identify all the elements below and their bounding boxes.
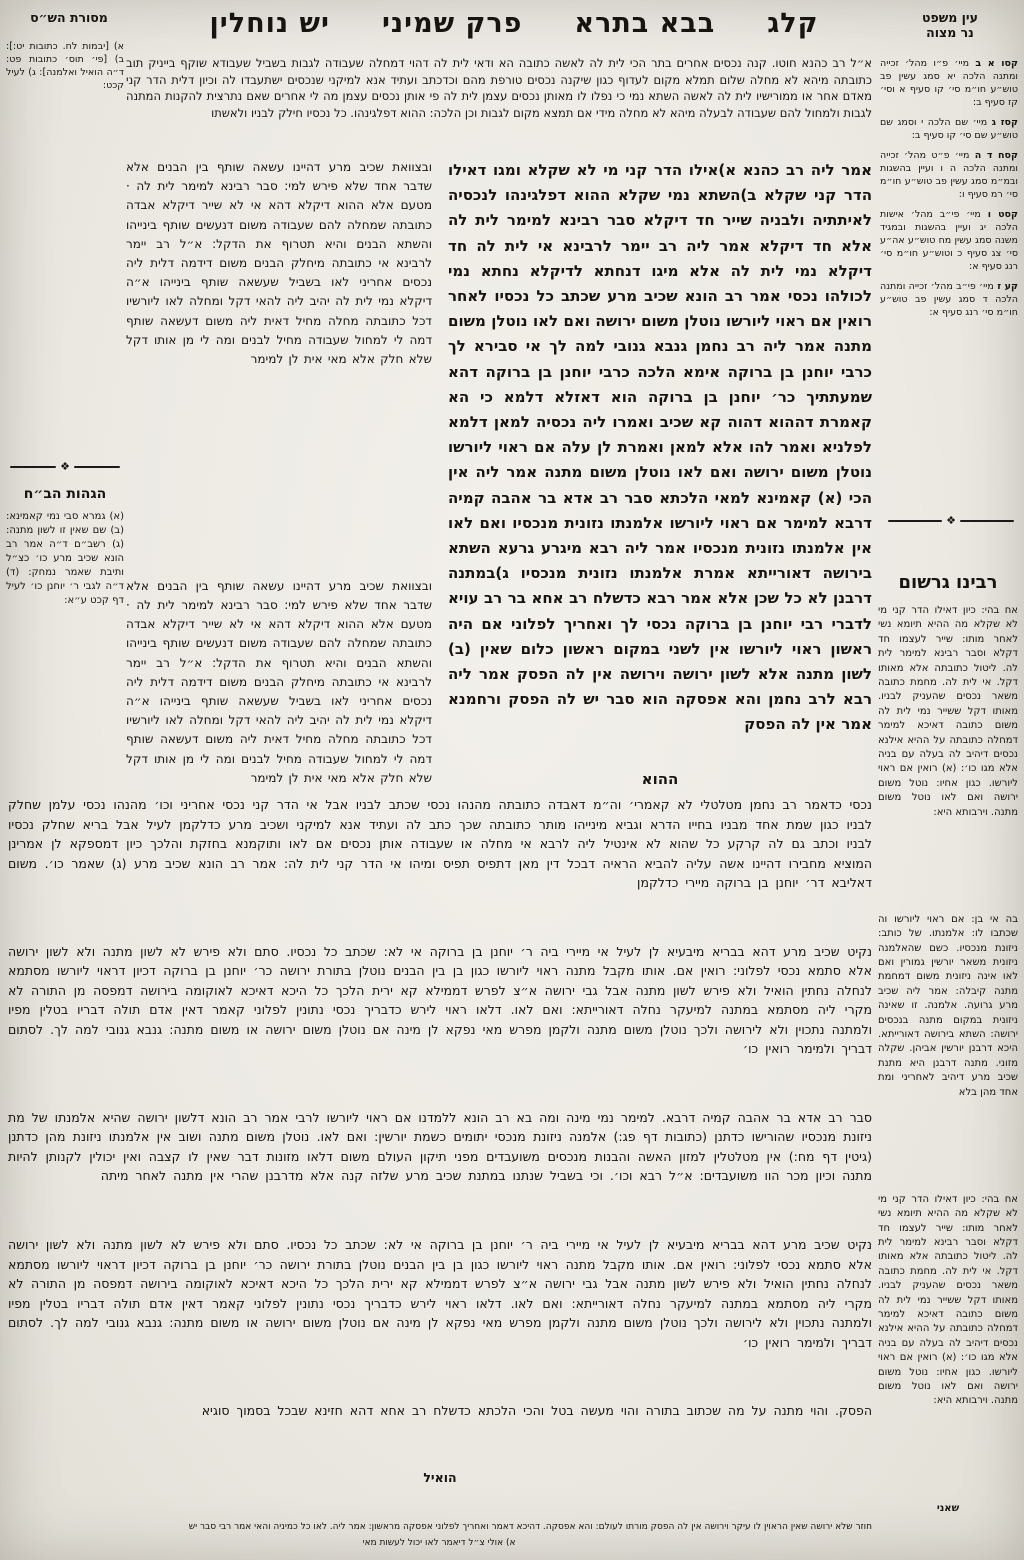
- rashbam-lower-paragraph: נכסי כדאמר רב נחמן מטלטלי לא קאמרי׳ וה״מ דאבדה כתובתה מהנהו נכסי שכתב לבניו אבל אי הדר קני נכסי אחריני וכו׳ מהנהו נכסי עלמן שחלק לבניו כגון שמת אחד מבניו בחייו הדרא וגביא מינייהו מותר כתובתה שכך כתב לה ועתיד אנא למיקני ושכיב מרע כדלקמן לעיל אבל בריא שחלק נכסיו לבניו וכתב גם לה קרקע כל שהוא לא אינטיל ליה לרבא אי מחלה או שעבודה אותן נכסים אם לאו ותוקמנא בחזקת והלכך כיון דמספקא לן אמרינן המוציא מחבירו דהיינו אשה עליה להביא הראיה דבכל דין מאן דתפיס תפיס ומיהו אי הדר קני לית לה: אמר רב הונא שכיב מרע (ג) שאמר כו׳. משום דאליבא דר׳ יוחנן בן ברוקה מיירי כדלקמן: [8, 797, 872, 890]
- entry-number: קע ז: [997, 281, 1018, 292]
- rashbam-lower-block: [8, 795, 872, 1485]
- chapter-name: יש נוחלין: [209, 8, 330, 39]
- divider-ornament-right: [10, 462, 120, 472]
- ein-mishpat-title-line2: נר מצוה: [926, 25, 974, 40]
- bottom-footnote-text: א) אולי צ״ל דיאמר לאו יכול לעשות מאי: [362, 1538, 516, 1548]
- entry-text: מיי׳ פי״ב מהל׳ אישות הלכה יג ועיין בהשגות ובמגיד משנה סמג עשין מח טוש״ע אה״ע סי׳ צג סעיף כ וטוש״ע חו״מ סי׳ רנג סעיף א:: [880, 209, 1018, 272]
- page-header: [164, 8, 864, 39]
- bach-title: [6, 486, 124, 502]
- gemara-text: אמר ליה רב כהנא א)אילו הדר קני מי לא שקלא ומגו דאילו הדר קני שקלא ב)השתא נמי שקלא ההוא דפלגינהו לנכסיה לאיתתיה ולבניה שייר חד דיקלא סבר רבינא למימר לית לה אלא חד דיקלא אמר ליה רב יימר לרבינא אי לית לה חד דיקלא נמי לית לה אלא מיגו דנחתא לדיקלא נחתא נמי לכולהו נכסי אמר רב הונא שכיב מרע שכתב כל נכסיו לאחר רואין אם ראוי ליורשו נוטלן משום ירושה ואם לאו נוטלן משום מתנה אמר ליה רב נחמן גנבא גנובי למה לך אי סבירא לך כרבי יוחנן בן ברוקה אימא הלכה כרבי יוחנן בן ברוקה דהא שמעתתיך כר׳ יוחנן בן ברוקה הוא דאזלא דלמא כי הא קאמרת דההוא דהוה קא שכיב ואמרו ליה נכסיה למאן דלמא לפלניא ואמר להו אלא למאן ואמרת לן עלה אם ראוי ליורשו נוטלן משום ירושה ואם לאו נוטלן משום מתנה אמר ליה אין הכי (א) קאמינא למאי הלכתא סבר רב אדא בר אהבה קמיה דרבא למימר אם ראוי ליורשו אלמנתו נזונית מנכסיו ואם לאו אין אלמנתו נזונית מנכסיו אמר ליה רבא מיגרע גרעא השתא בירושה דאורייתא אמרת אלמנתו נזונית מנכסיו ג)במתנה דרבנן לא כל שכן אלא אמר רבא כדשלח רב אחא בר רב עויא לדברי רבי יוחנן בן ברוקה נכסי לך ואחריך לפלוני אם היה ראשון ראוי ליורשו אין לשני במקום ראשון כלום שאין (ב) לשון מתנה אלא לשון ירושה וירושה אין לה הפסק אמר ליה רבא לרב נחמן והא אפסקה הוא סבר יש לה הפסק ורחמנא אמר אין לה הפסק: [448, 161, 872, 734]
- bach-notes-text: (א) גמרא סבי נמי קאמינא: (ב) שם שאין זו לשון מתנה: (ג) רשב״ם ד״ה אמר רב הונא שכיב מרע כו׳ כצ״ל ותיבת שאמר נמחק: (ד) ד״ה לגבי ר׳ יוחנן כו׳ לעיל דף קכט ע״א:: [6, 511, 124, 606]
- rashbam-lower-paragraph: נקיט שכיב מרע דהא בבריא מיבעיא לן לעיל אי מיירי ביה ר׳ יוחנן בן ברוקה אי לא: שכתב כל נכסיו. סתם ולא פירש לא לשון מתנה ולא לשון ירושה אלא סתמא נכסי לפלוני: רואין אם. אותו מקבל מתנה ראוי ליורשו כגון בן בין הבנים נוטלן בתורת ירושה כר׳ יוחנן בן ברוקה דכיון דראוי ליורשו מסתמא לנחלה נחתין הואיל ולא פירש לשון מתנה אבל גבי ירושה א״צ לפרש דממילא קא ירית הלכך כל היכא דאיכא לאוקומה בירושה דמפסה מן התורה לא מקרי ליה מסתמא במתנה למיעקר נחלה דאורייתא: ואם לאו. דלאו ראוי לירש כדבריך נכסי נתונין לפלוני קאמר דאין אדם תולה דבריו בטלין מפיו ולמתנה נתכוין ולא לירושה ולכך נוטלן משום מתנה ולקמן מפרש מאי נפקא לן מינה אם נוטלן משום ירושה או משום מתנה: גנבא גנובי למה לך. לסתום דבריך ולמימר רואין כו׳: [8, 943, 872, 1057]
- folio-number: קלג: [767, 8, 819, 39]
- ein-mishpat-header: [880, 10, 1020, 40]
- divider-line: [888, 520, 942, 522]
- rashbam-top-block: [126, 55, 872, 153]
- rg-paragraph: בה אי בן: אם ראוי ליורשו וה שכתבו לו: אלמנתו. של כותב: ניזונת מנכסיו. כשם שהאלמנה ניזונית משאר יורשין גמורין ואם לאו אינה ניזונית משום דמחמת מתנה קיבלה: אמר ליה שכיב מרע גרועה. אלמנה. זו שאינה ניזונית במקום מתנה בנכסים ירושה: השתא בירושה דאורייתא. היכא דרבנן יורשין אביהן. שקלה מזוני. מתנה דרבנן היא מתנת שכיב מרע דיהיב לאחריני ומת אחד מהן בלא: [878, 913, 1018, 1098]
- perek-number: פרק שמיני: [381, 8, 523, 39]
- rashbam-side-text: ובצוואת שכיב מרע דהיינו עשאה שותף בין הבנים אלא שדבר אחד שלא פירש למי: סבר רבינא למימר לית לה · מטעם אלא ההוא דיקלא דהא אי לא שייר דיקלא אבדה כתובתה שמחלה להם שעבודה משום דנעשים שותף בינייהו והשתא הבנים והיא תטרוף את הדקל: א״ל רב יימר לרבינא אי כתובתה מיחלק הבנים משום דידמה דלית ליה נכסים אחריני לאו בשביל שעשאה שותף בינייהו א״ה דיקלא נמי לית לה יהיב ליה להאי דקל ומחלה לאו ליורשיו דכל כתובתה מחלה מחיל דאית ליה משום דעשאה שותף דמה לי למחול שעבודה מחיל לבנים ומה לי מן אותו דקל שלא חלק אלא מאי אית לן למימר: [126, 578, 432, 785]
- masoret-notes-text: א) [יבמות לח. כתובות יט:]: ב) [פי׳ תוס׳ כתובות פט: ד״ה הואיל ואלמנה]: ג) לעיל קכט:: [6, 41, 124, 91]
- divider-line: [10, 466, 56, 468]
- ein-mishpat-notes: [880, 57, 1018, 326]
- rashbam-side-block: [126, 158, 432, 788]
- ein-mishpat-entry: [880, 280, 1018, 319]
- rashbam-lower-paragraph: נקיט שכיב מרע דהא בבריא מיבעיא לן לעיל אי מיירי ביה ר׳ יוחנן בן ברוקה אי לא: שכתב כל נכסיו. סתם ולא פירש לא לשון מתנה ולא לשון ירושה אלא סתמא נכסי לפלוני: רואין אם. אותו מקבל מתנה ראוי ליורשו כגון בן בין הבנים נוטלן בתורת ירושה כר׳ יוחנן בן ברוקה דכיון דראוי ליורשו מסתמא לנחלה נחתין הואיל ולא פירש לשון מתנה אבל גבי ירושה א״צ לפרש דממילא קא ירית הלכך כל היכא דאיכא לאוקומה בירושה דמפסה מן התורה לא מקרי ליה מסתמא במתנה למיעקר נחלה דאורייתא: ואם לאו. דלאו ראוי לירש כדבריך נכסי נתונין לפלוני קאמר דאין אדם תולה דבריו בטלין מפיו ולמתנה נתכוין ולא לירושה ולכך נוטלן משום מתנה ולקמן מפרש מאי נפקא לן מינה אם נוטלן משום ירושה או משום מתנה: גנבא גנובי למה לך. לסתום דבריך ולמימר רואין כו׳: [8, 1237, 872, 1350]
- bottom-footnote-line: [6, 1538, 872, 1548]
- bach-title-text: הגהות הב״ח: [23, 486, 107, 502]
- gemara-catchword: ההוא: [641, 770, 679, 788]
- masoret-notes: [6, 40, 124, 92]
- divider-line: [960, 520, 1014, 522]
- bottom-note-line: [6, 1522, 872, 1534]
- entry-text: מיי׳ פ״ט מהל׳ זכייה ומתנה הלכה ה ו ועיין בהשגות ובמ״מ סמג עשין פב טוש״ע חו״מ סי׳ רמ סעיף ו:: [880, 150, 1018, 200]
- tractate-title: בבא בתרא: [574, 8, 716, 39]
- divider-glyph: ❖: [946, 514, 956, 527]
- rabbeinu-gershom-title-text: רבינו גרשום: [898, 572, 998, 593]
- rabbeinu-gershom-text: [878, 604, 1018, 1516]
- rashbam-lower-paragraph: הפסק. והוי מתנה על מה שכתוב בתורה והוי מעשה בטל והכי הלכתא כדשלח רב אחא דהא חזינא שבכל בסמוך סוגיא: [201, 1403, 872, 1419]
- entry-number: קסט ו: [987, 209, 1018, 220]
- masoret-hashas-title: מסורת הש״ס: [30, 10, 108, 25]
- rashbam-lower-paragraph: סבר רב אדא בר אהבה קמיה דרבא. למימר נמי מינה ומה בא רב הונא ללמדנו אם ראוי ליורשו לרבי אמר רב הונא דלשון ירושה שהיא אלמנתו של מת ניזונת מנכסיו שהורישו כדתנן (כתובות דף פג:) אלמנה ניזונת מנכסי יתומים כשמת יורשין: ואם לאו. נוטלן משום מתנה ושוב אין אלמנתו ניזונת מהן כדתנן (גיטין דף מח:) אין מטלטלין למזון האשה והבנות מנכסים משועבדים מפני תיקון העולם משום דלאו מזונות דבר שאין לו קצבה ואין יכולין לקנותן להיות מתנה וכיון מכר הוו משועבדים: א״ל רבא וכו׳. וכי בשביל שנתנו במתנת שכיב מרע שלזה קנה אלא מדרבנן שהרי אין מתנה לאחר מיתה: [8, 1109, 872, 1184]
- ein-mishpat-entry: [880, 57, 1018, 109]
- bottom-note-text: חוזר שלא ירושה שאין הראוין לו עיקר וירושה אין לה הפסק מורתו לעולם: והא אפסקה. דהיכא דאמר ואחריך לפלוני אפסקה מראשון: אמר ליה. לאו כל כמיניה והאי אמר רבי סבר יש: [188, 1522, 872, 1532]
- rg-paragraph: אח בהי: כיון דאילו הדר קני מי לא שקלא מה ההיא תיומא נשי לאחר מותו: שייר לעצמו חד דקלא וסבר רבינא למימר לית לה. ליטול כתובתה אלא מאותו דקל. אי לית לה. מחמת כתובה משאר נכסים שהעניק לבניו. מאותו דקל ששייר נמי לית לה משום כתובה דאיכא למימר דמחלה כתובתה על ההיא אילנא נכסים דיהיב לה בעלה עם בניה אלא מגו כו׳: (א) רואין אם ראוי ליורשו. כגון אחיו: נוטל משום ירושה ואם לאו נוטל משום מתנה. וירבותא היא:: [878, 1193, 1018, 1407]
- ein-mishpat-entry: [880, 208, 1018, 273]
- ein-mishpat-entry: [880, 149, 1018, 201]
- entry-number: קסז ג: [991, 117, 1018, 128]
- bach-notes: [6, 510, 124, 608]
- rg-paragraph: אח בהי: כיון דאילו הדר קני מי לא שקלא מה ההיא תיומא נשי לאחר מותו: שייר לעצמו חד דקלא וסבר רבינא למימר לית לה. ליטול כתובתה אלא מאותו דקל. אי לית לה. מחמת כתובה משאר נכסים שהעניק לבניו. מאותו דקל ששייר נמי לית לה משום כתובה דאיכא למימר דמחלה כתובתה על ההיא אילנא נכסים דיהיב לה בעלה עם בניה אלא מגו כו׳: (א) רואין אם ראוי ליורשו. כגון אחיו: נוטל משום ירושה ואם לאו נוטל משום מתנה. וירבותא היא:: [878, 605, 1018, 818]
- rabbeinu-gershom-title: [878, 572, 1018, 593]
- ein-mishpat-entry: [880, 116, 1018, 142]
- ein-mishpat-title-line1: עין משפט: [922, 10, 978, 25]
- divider-glyph: ❖: [60, 460, 70, 473]
- entry-number: קסח ד ה: [974, 150, 1018, 161]
- rg-catchword: שאני: [936, 1502, 960, 1514]
- entry-number: קסו א ב: [975, 58, 1018, 69]
- entry-text: מיי׳ פי״ב מהל׳ זכייה ומתנה הלכה ד סמג עשין פב טוש״ע חו״מ סי׳ רנג סעיף א:: [880, 281, 1018, 318]
- entry-text: מיי׳ שם הלכה י וסמג שם טוש״ע שם סי׳ קו סעיף ב:: [880, 117, 1018, 141]
- gemara-block: [448, 158, 872, 788]
- divider-line: [74, 466, 120, 468]
- divider-ornament-left: [888, 516, 1014, 526]
- entry-text: מיי׳ פ״ו מהל׳ זכייה ומתנה הלכה יא סמג עשין פב טוש״ע חו״מ סי׳ קו סעיף א וסי׳ קז סעיף ב:: [880, 58, 1018, 108]
- masoret-hashas-header: [14, 10, 124, 25]
- rashbam-catchword: הואיל: [423, 1469, 457, 1485]
- rashbam-top-text: א״ל רב כהנא חוטו. קנה נכסים אחרים בתר הכי לית לה לאשה כתובה הא ודאי לית לה דהוי דמחלה שעבודה לגבות בשביל שעבודא שוקף בייניק תוב כתובתה מיהא לא מחלה שלום תמלא מקום לעדוף כגון שיקנה נכסים טורפת מהם וכדכתב ועתיד אנא למיקני שנכסים ישתעבדו לה וכיון דלית הדר קני מאדם אחר או ממורישיו לית לה לאשה השתא נמי כי נפלו לו מאותן נכסים עצמן לית לה פי אותן נכסים עצמן מה לי אחרים שאם נתרצית להקנות המתנה לגבות ולמחול להם שעבודה לבעלה מיהא לא מחלה מידי אם תמצא מקום לגבות וכן הלכה: ההוא דפלגינהו. כל נכסיו חילק לבניו ולאשתו: [126, 56, 872, 120]
- rashbam-side-text: ובצוואת שכיב מרע דהיינו עשאה שותף בין הבנים אלא שדבר אחד שלא פירש למי: סבר רבינא למימר לית לה · מטעם אלא ההוא דיקלא דהא אי לא שייר דיקלא אבדה כתובתה שמחלה להם שעבודה משום דנעשים שותף בינייהו והשתא הבנים והיא תטרוף את הדקל: א״ל רב יימר לרבינא אי כתובתה מיחלק הבנים משום דידמה דלית ליה נכסים אחריני לאו בשביל שעשאה שותף בינייהו א״ה דיקלא נמי לית לה יהיב ליה להאי דקל ומחלה לאו ליורשיו דכל כתובתה מחלה מחיל דאית ליה משום דעשאה שותף דמה לי למחול שעבודה מחיל לבנים ומה לי מן אותו דקל שלא חלק אלא מאי אית לן למימר: [126, 160, 432, 367]
